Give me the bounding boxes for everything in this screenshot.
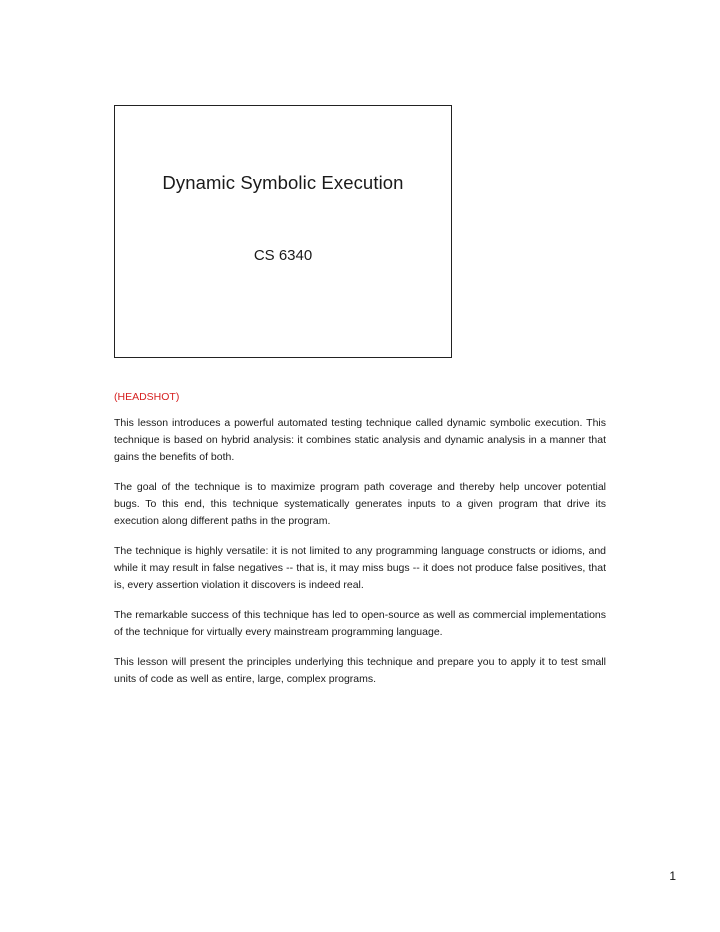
notes-paragraph: This lesson will present the principles underlying this technique and prepare you to apply it to test small units of code as well as entire, large, complex programs.: [114, 656, 606, 685]
notes-paragraph: The technique is highly versatile: it is not limited to any programming language constructs or idioms, and while it may result in false negatives -- that is, it may miss bugs -- it does not produce false positives, that is, every assertion violation it discovers is indeed real.: [114, 545, 606, 591]
slide-thumbnail: [114, 105, 452, 358]
slide-title: Dynamic Symbolic Execution: [162, 172, 404, 193]
notes-paragraph: The remarkable success of this technique has led to open-source as well as commercial implementations of the technique for virtually every mainstream programming language.: [114, 609, 606, 638]
page-number: 1: [669, 869, 676, 883]
headshot-label: (HEADSHOT): [114, 391, 180, 403]
slide-subtitle: CS 6340: [253, 247, 313, 264]
notes-paragraph: The goal of the technique is to maximize program path coverage and thereby help uncover potential bugs. To this end, this technique systematically generates inputs to a given program that drive its execution along different paths in the program.: [114, 481, 606, 527]
notes-paragraph: This lesson introduces a powerful automated testing technique called dynamic symbolic execution. This technique is based on hybrid analysis: it combines static analysis and dynamic analysis in a manner that gains the benefits of both.: [114, 417, 606, 463]
speaker-notes: [114, 389, 606, 701]
